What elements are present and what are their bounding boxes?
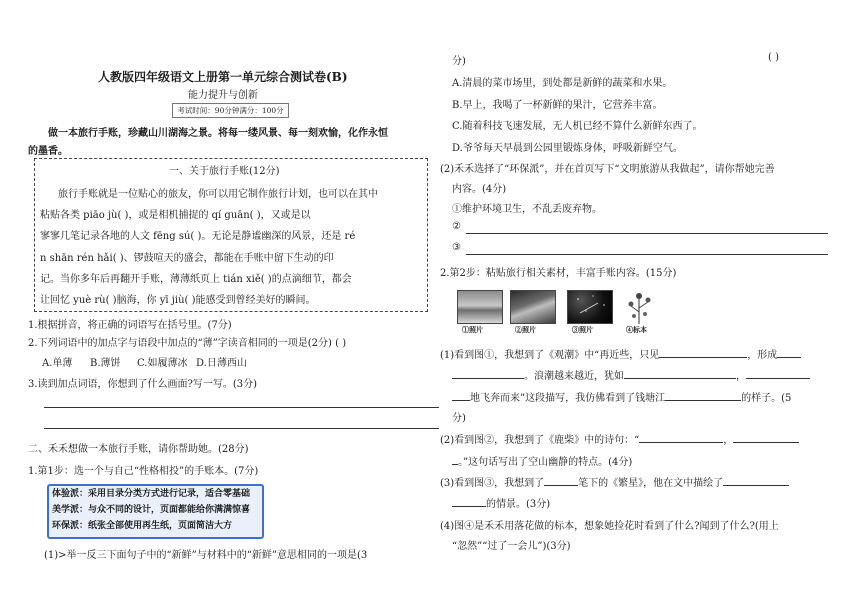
q2-option-a: A.单薄 [42,358,73,369]
q-d-line1: (4)图④是禾禾用落花做的标本，想象她捡花时看到了什么?闻到了什么?(用上 [440,521,779,532]
option-a: A.清晨的菜市场里，到处都是新鲜的蔬菜和水果。 [452,78,673,89]
answer-blank[interactable] [746,369,810,379]
type-aesthetic: 美学派：与众不同的设计，页面都能给你满满惊喜 [52,505,251,515]
passage-line-4: n shān rén hǎi( )、锣鼓喧天的盛会，都能在手账中留下生动的印 [40,253,334,264]
answer-line[interactable] [44,407,439,408]
q-a-line4: 分) [452,413,466,424]
stars-icon [568,291,612,323]
q-a-text3: 地飞奔而来”这段描写，我仿佛看到了钱塘江 [470,393,666,404]
answer-blank[interactable] [544,476,578,486]
answer-blank[interactable] [624,369,736,379]
photo-caption-3: ③照片 [572,325,593,334]
answer-blank[interactable] [723,476,789,486]
q-b-text1: (2)看到图②，我想到了《鹿柴》中的诗句：“ [440,435,640,446]
q-d-line2: “忽然”“过了一会儿”)(3分) [452,541,571,552]
question-3: 3.读到加点词语，你想到了什么画面?写一写。(3分) [28,379,258,390]
q-c-text1: (3)看到图③，我想到了 [440,478,545,489]
option-b: B.早上，我喝了一杯新鲜的果汁，它营养丰富。 [452,100,663,111]
section1-heading: 一、关于旅行手账(12分) [169,166,280,177]
q-b-line1 [440,431,799,446]
type-experience: 体验派：采用目录分类方式进行记录，适合零基础 [52,489,251,499]
answer-blank[interactable] [639,433,723,443]
answer-blank[interactable] [733,433,799,443]
sub-question-1: (1)>举一反三下面句子中的“新鲜”与材料中的“新鲜”意思相同的一项是(3 [44,550,368,561]
flower-specimen [622,288,656,324]
passage-line-6: 让回忆 yuè rù( )脑海，你 yī jiù( )能感受到曾经美好的瞬间。 [40,295,316,306]
answer-line[interactable] [44,428,439,429]
photo-tide [457,290,503,324]
page-subtitle: 能力提升与创新 [188,90,258,101]
q-c-line1 [440,474,789,489]
q-c-text1b: 笔下的《繁星》，他在文中描绘了 [578,478,724,489]
question-1: 1.根据拼音，将正确的词语写在括号里。(7分) [28,320,232,331]
sub-question-2-line2: 内容。(4分) [452,184,507,195]
q-a-line3 [452,389,791,404]
passage-line-3: 寥寥几笔记录各地的人文 fēng sú( )。无论是静谧幽深的风景，还是 ré [40,231,356,242]
q2-option-c: C.如履薄冰 [137,358,188,369]
passage-line-5: 记。当你多年后再翻开手账，薄薄纸页上 tián xiě( )的点滴细节，都会 [40,274,352,285]
answer-blank[interactable] [659,348,747,358]
intro-line-1: 做一本旅行手账，珍藏山川湖海之景。将每一缕风景、每一刻欢愉，化作永恒 [48,128,388,139]
time-score-text: 考试时间：90分钟满分：100分 [177,106,284,115]
passage-line-1: 旅行手账就是一位贴心的旅友，你可以用它制作旅行计划，也可以在其中 [58,189,378,200]
q-b-text2: 。”这句话写出了空山幽静的特点。(4分) [458,457,633,468]
answer-line[interactable] [466,233,828,234]
q-a-text1b: ，形成 [747,350,778,361]
answer-blank[interactable] [452,391,470,401]
continued-text: 分) [452,56,466,67]
q-a-text3b: 的样子。(5 [741,393,792,404]
section2-heading: 二、禾禾想做一本旅行手账，请你帮助她。(28分) [28,444,249,455]
q-b-line2 [452,453,632,468]
flower-icon [622,288,656,324]
q-a-text1: (1)看到图①，我想到了《观潮》中“再近些，只见 [440,350,660,361]
q-c-line2 [452,495,550,510]
answer-line[interactable] [466,254,828,255]
q-a-text2: 。浪潮越来越近，犹如 [524,371,624,382]
notebook-types-box [47,484,264,539]
q-a-line2 [452,367,810,382]
sub2-item-2: ② [452,221,461,232]
sub-question-2-line1: (2)禾禾选择了“环保派”，并在首页写下“文明旅游从我做起”，请你帮她完善 [440,164,775,175]
answer-paren[interactable]: ( ) [768,52,779,63]
photo-caption-1: ①照片 [462,325,483,334]
time-score-box [172,103,289,118]
answer-blank[interactable] [665,391,741,401]
type-eco: 环保派：纸张全部使用再生纸，页面简洁大方 [52,521,233,531]
q-a-line1 [440,346,801,361]
photo-stars [567,290,613,324]
photo-forest [510,290,556,324]
intro-line-2: 的墨香。 [28,146,68,157]
step-1: 1.第1步：选一个与自己“性格相投”的手账本。(7分) [28,466,259,477]
answer-blank[interactable] [452,497,486,507]
photo-caption-2: ②照片 [515,325,536,334]
passage-line-2: 粘贴各类 piāo jù( )，或是相机捕捉的 qí guān( )，又或是以 [40,210,311,221]
sub2-item-3: ③ [452,242,461,253]
sub2-item-1: ①维护环境卫生，不乱丢废弃物。 [452,204,602,215]
q-a-text2b: ， [736,371,746,382]
page-title: 人教版四年级语文上册第一单元综合测试卷(B) [98,70,348,84]
option-d: D.爷爷每天早晨到公园里锻炼身体，呼吸新鲜空气。 [452,143,683,154]
answer-blank[interactable] [452,369,524,379]
photo-caption-4: ④标本 [626,325,647,334]
step-2: 2.第2步：粘贴旅行相关素材，丰富手账内容。(15分) [440,268,677,279]
q-b-text1b: ， [723,435,734,446]
question-2: 2.下列词语中的加点字与语段中加点的“薄”字读音相同的一项是(2分) ( ) [28,338,347,349]
q-c-text2: 的情景。(3分) [486,499,551,510]
option-c: C.随着科技飞速发展，无人机已经不算什么新鲜东西了。 [452,121,703,132]
q2-option-b: B.薄饼 [90,358,121,369]
answer-blank[interactable] [777,348,801,358]
q2-option-d: D.日薄西山 [196,358,247,369]
